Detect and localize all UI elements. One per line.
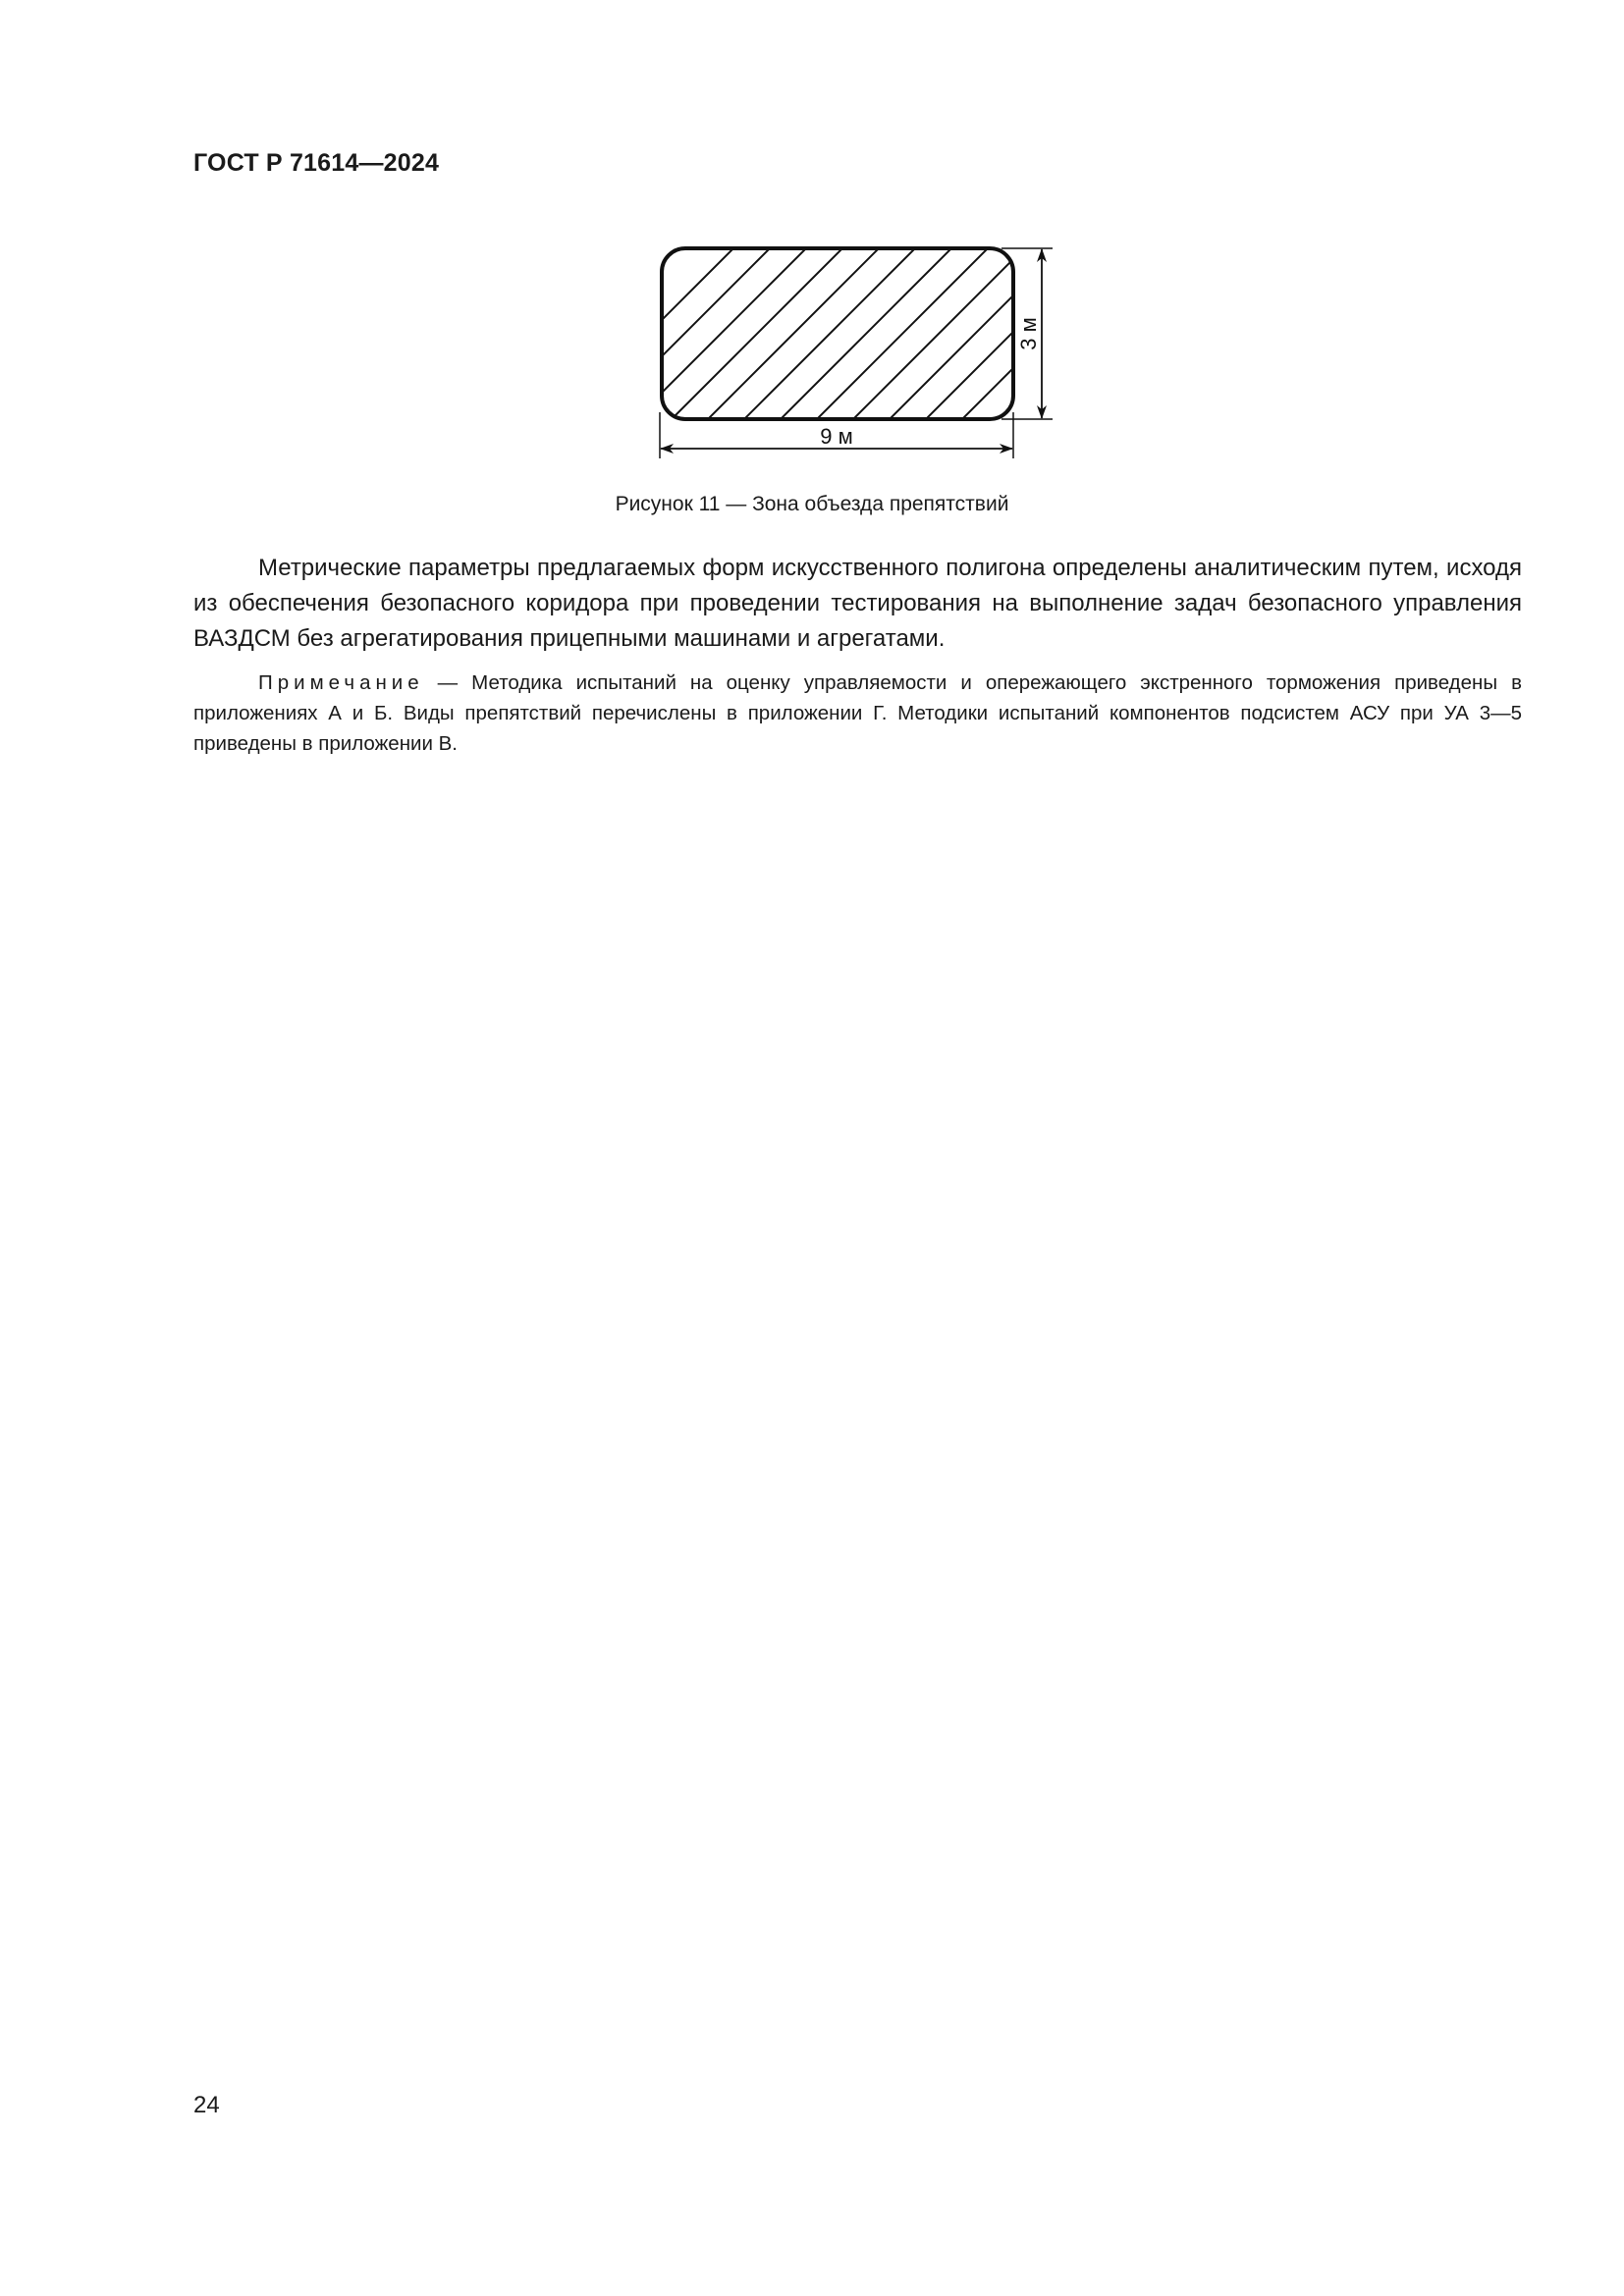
zone-rectangle (662, 248, 1013, 419)
hatch-line (840, 236, 1037, 432)
page-number: 24 (193, 2092, 220, 2118)
note-text: — Методика испытаний на оценку управляемости и опережающего экстренного торможения приведены в приложениях А и Б. Виды препятствий перечислены в приложении Г. Методики испытаний компонентов подсистем АСУ при УА 3—5 приведены в приложении В. (193, 671, 1522, 755)
width-label: 9 м (820, 424, 853, 449)
hatch-pattern (550, 236, 1255, 432)
hatch-line (768, 236, 964, 432)
hatch-line (949, 236, 1146, 432)
hatch-line (695, 236, 892, 432)
hatch-line (877, 236, 1073, 432)
obstacle-avoidance-zone-figure (0, 0, 1624, 491)
document-header: ГОСТ Р 71614—2024 (193, 149, 440, 177)
hatch-line (1022, 236, 1218, 432)
hatch-line (731, 236, 928, 432)
height-label: 3 м (1016, 317, 1041, 350)
note-paragraph (193, 667, 1522, 759)
note-label: Примечание (258, 671, 424, 694)
hatch-line (659, 236, 855, 432)
hatch-line (804, 236, 1001, 432)
hatch-line (623, 236, 819, 432)
figure-caption: Рисунок 11 — Зона объезда препятствий (615, 493, 1009, 515)
hatch-line (1058, 236, 1255, 432)
hatch-line (586, 236, 783, 432)
body-paragraph: Метрические параметры предлагаемых форм искусственного полигона определены аналитическим путем, исходя из обеспечения безопасного коридора при проведении тестирования на выполнение задач безопасного управления ВАЗДСМ без агрегатирования прицепными машинами и агрегатами. (193, 555, 1522, 652)
hatch-line (550, 236, 746, 432)
